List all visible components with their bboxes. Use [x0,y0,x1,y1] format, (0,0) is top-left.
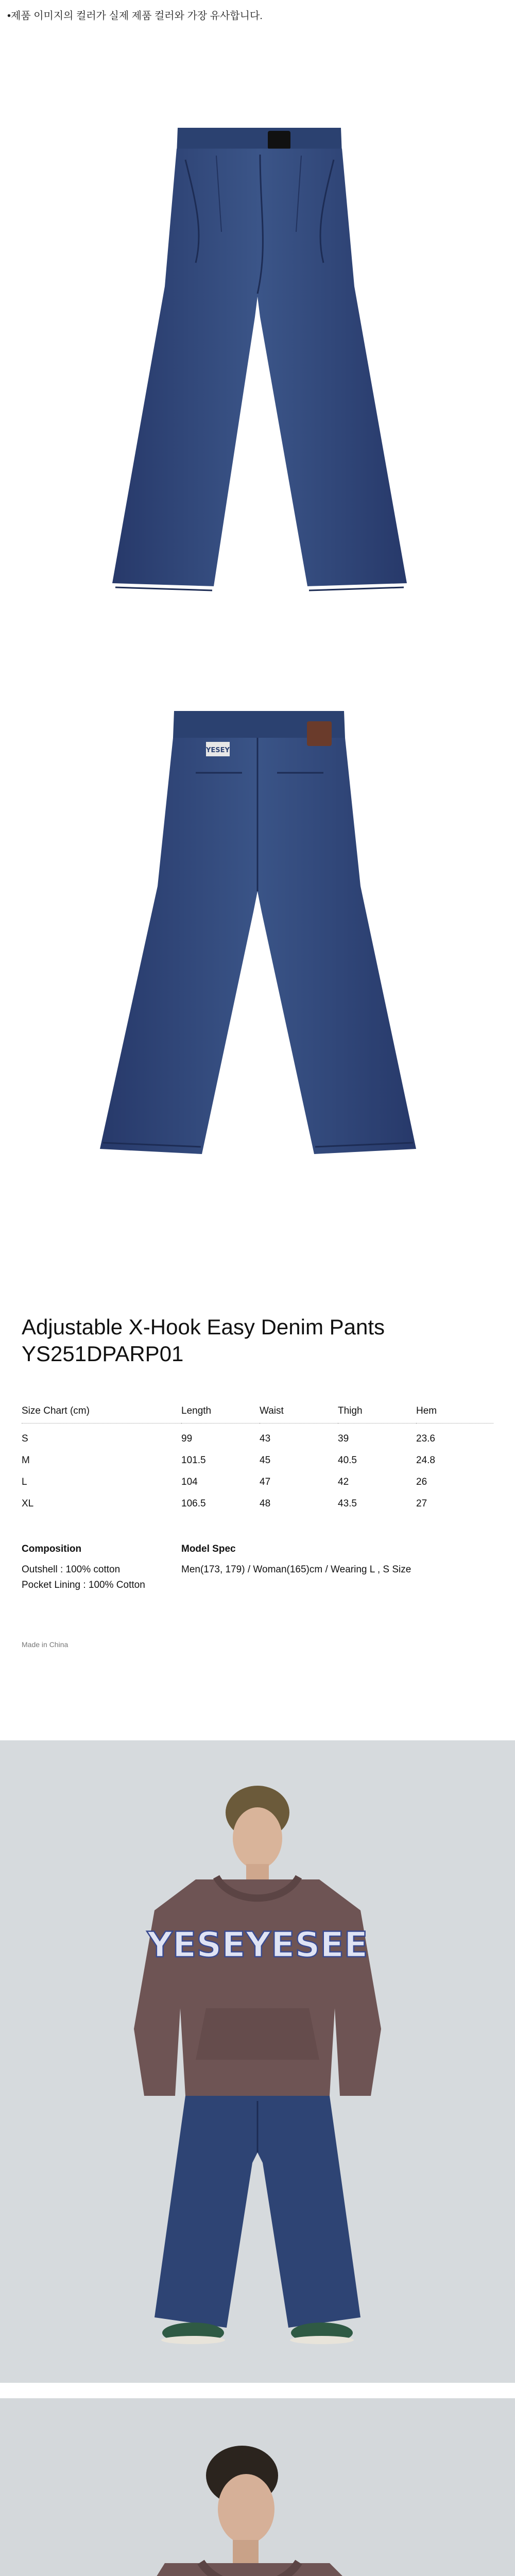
size-chart-header: Hem [416,1400,493,1423]
product-code: YS251DPARP01 [22,1342,184,1366]
table-row [22,1423,493,1446]
product-title-block [22,1314,493,1367]
table-cell: M [22,1455,30,1466]
model-spec-line: Men(173, 179) / Woman(165)cm / Wearing L , S Size [181,1564,411,1575]
composition-line: Outshell : 100% cotton [22,1564,121,1575]
color-notice: •제품 이미지의 컬러가 실제 제품 컬러와 가장 유사합니다. [7,10,263,22]
composition-heading: Composition [22,1544,82,1554]
table-cell: 23.6 [416,1433,435,1444]
table-cell: 47 [260,1477,271,1487]
size-chart-header: Waist [260,1400,338,1423]
size-chart-table [22,1400,493,1510]
table-row [22,1488,493,1510]
product-image-front [0,77,515,592]
table-cell: 42 [338,1477,349,1487]
table-cell: 99 [181,1433,193,1444]
model-photo-side [0,2398,515,2576]
table-cell: 24.8 [416,1455,435,1466]
product-name: Adjustable X-Hook Easy Denim Pants [22,1315,385,1339]
table-cell: 45 [260,1455,271,1466]
composition-section [22,1544,145,1593]
made-in-label: Made in China [22,1640,68,1649]
model-spec-heading: Model Spec [181,1544,236,1554]
model-spec-section [181,1544,411,1578]
size-chart-header: Thigh [338,1400,416,1423]
table-cell: 104 [181,1477,198,1487]
table-cell: L [22,1477,27,1487]
size-chart-header: Size Chart (cm) [22,1400,181,1423]
table-cell: S [22,1433,28,1444]
table-cell: 26 [416,1477,427,1487]
table-cell: 27 [416,1498,427,1509]
size-chart-header-row [22,1400,493,1423]
table-cell: 48 [260,1498,271,1509]
table-row [22,1467,493,1488]
table-cell: 43.5 [338,1498,357,1509]
size-chart-header: Length [181,1400,260,1423]
model-photo-front [0,1740,515,2383]
table-cell: 43 [260,1433,271,1444]
product-image-back [0,670,515,1185]
table-cell: XL [22,1498,34,1509]
table-cell: 40.5 [338,1455,357,1466]
table-cell: 106.5 [181,1498,206,1509]
table-cell: 39 [338,1433,349,1444]
back-patch-text: YESEY [206,747,230,754]
table-row [22,1445,493,1467]
composition-line: Pocket Lining : 100% Cotton [22,1580,145,1590]
table-cell: 101.5 [181,1455,206,1466]
hoodie-graphic-text: YESEYESEE [147,1925,368,1965]
